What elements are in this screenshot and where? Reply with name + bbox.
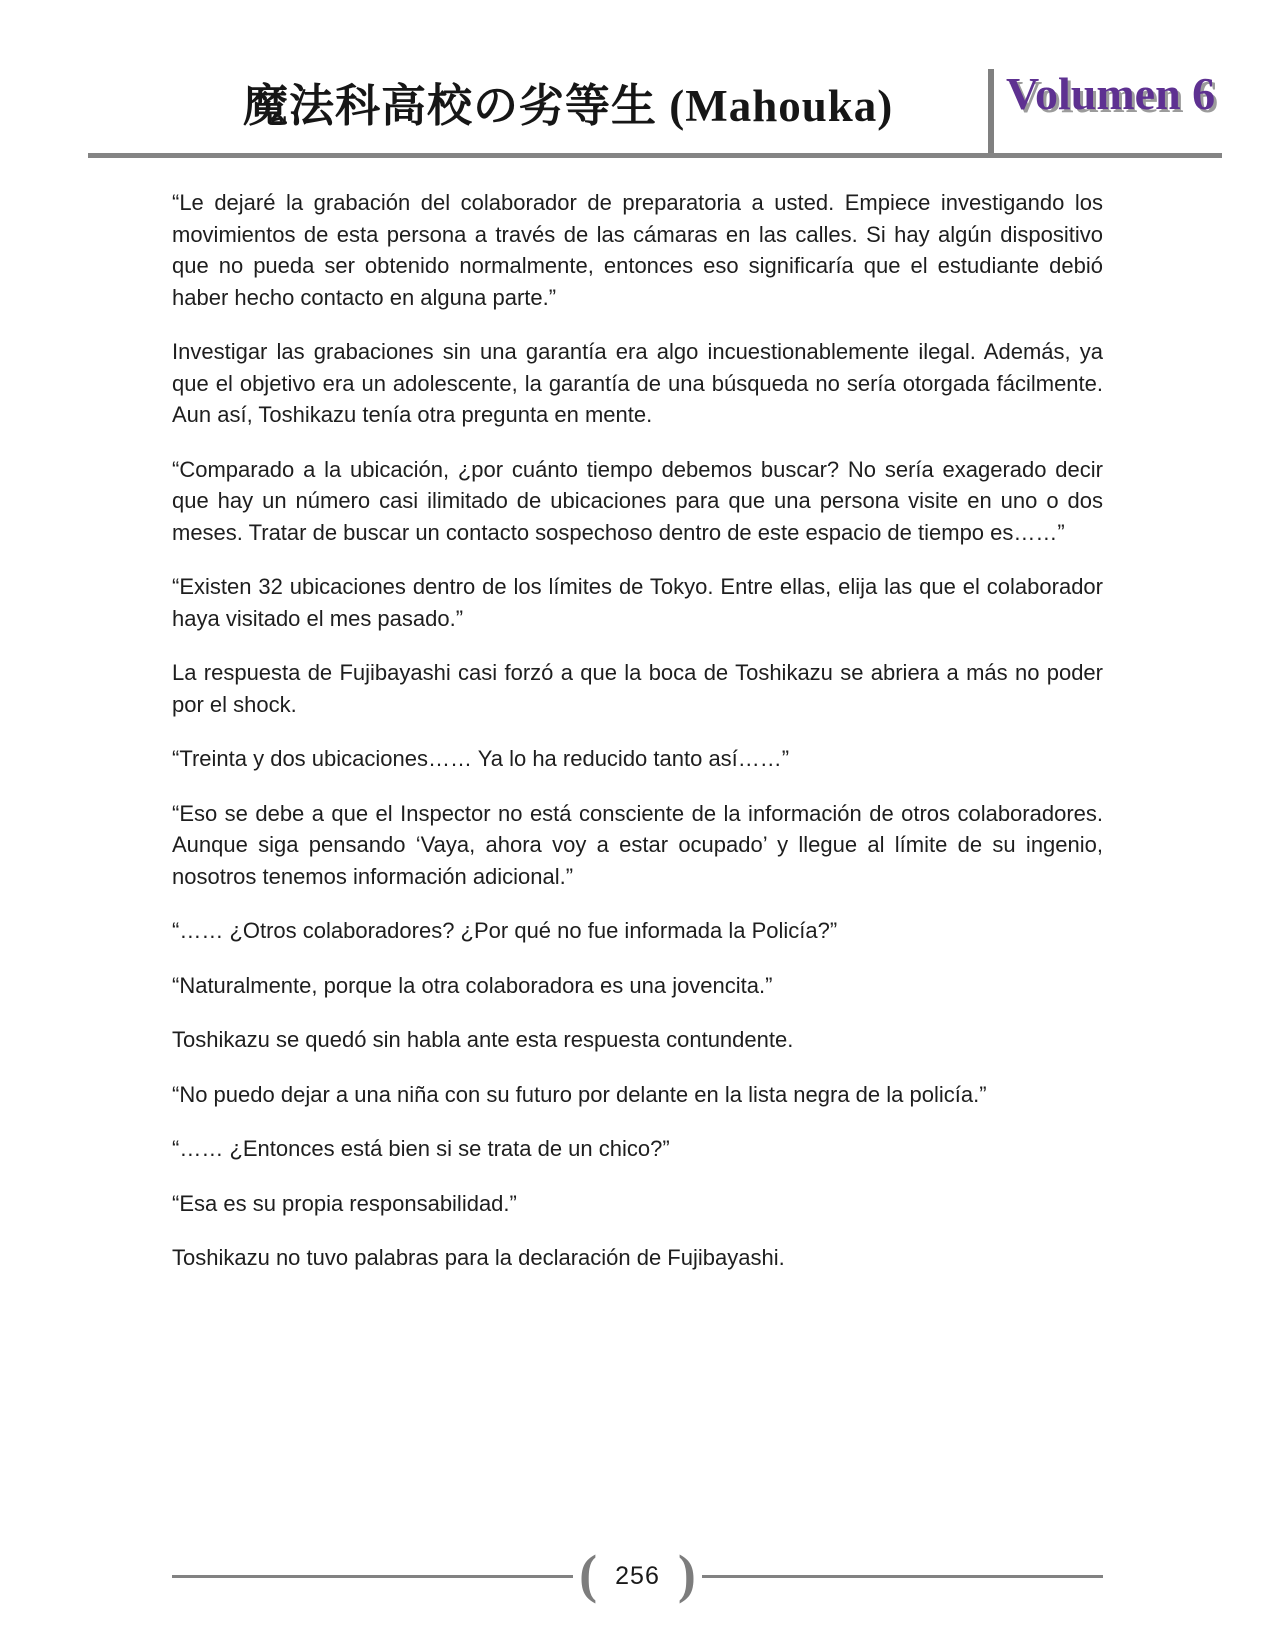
paragraph: Toshikazu no tuvo palabras para la declaración de Fujibayashi. [172,1245,785,1270]
volume-badge [988,69,1215,153]
page-number-bracket-right-icon: ) [677,1544,696,1604]
paragraph: “…… ¿Entonces está bien si se trata de un chico?” [172,1136,670,1161]
page-footer [172,1545,1103,1607]
paragraph: “Existen 32 ubicaciones dentro de los límites de Tokyo. Entre ellas, elija las que el colaborador haya visitado el mes pasado.” [172,574,1103,631]
page-title: 魔法科高校の劣等生 (Mahouka) [243,81,894,131]
volume-label: Volumen 6 [1006,68,1216,119]
volume-badge-bar [988,69,994,153]
paragraph: “Eso se debe a que el Inspector no está consciente de la información de otros colaboradores. Aunque siga pensando ‘Vaya, ahora voy a estar ocupado’ y llegue al límite de su ingenio, nosotros tenemos información adicional.” [172,800,1103,889]
paragraph: “…… ¿Otros colaboradores? ¿Por qué no fue informada la Policía?” [172,918,838,943]
paragraph: La respuesta de Fujibayashi casi forzó a que la boca de Toshikazu se abriera a más no poder por el shock. [172,660,1103,717]
page-number: 256 [615,1561,660,1590]
paragraph: “No puedo dejar a una niña con su futuro por delante en la lista negra de la policía.” [172,1081,987,1107]
page-number-bracket-left-icon: ( [579,1544,598,1604]
header-divider [88,153,1222,158]
paragraph: “Comparado a la ubicación, ¿por cuánto tiempo debemos buscar? No sería exagerado decir que hay un número casi ilimitado de ubicaciones para que una persona visite en uno o dos meses. Tratar de buscar un contacto sospechoso dentro de este espacio de tiempo es……” [172,456,1103,545]
paragraph: “Esa es su propia responsabilidad.” [172,1190,517,1216]
paragraph: “Le dejaré la grabación del colaborador de preparatoria a usted. Empiece investigando los movimientos de esta persona a través de las cámaras en las calles. Si hay algún dispositivo que no pueda ser obtenido normalmente, entonces eso significaría que el estudiante debió haber hecho contacto en alguna parte.” [172,190,1103,310]
paragraph: Toshikazu se quedó sin habla ante esta respuesta contundente. [172,1027,794,1052]
paragraph: “Naturalmente, porque la otra colaboradora es una jovencita.” [172,972,773,998]
footer-line-right [702,1575,1103,1578]
paragraph: “Treinta y dos ubicaciones…… Ya lo ha reducido tanto así……” [172,746,790,771]
footer-line-left [172,1575,573,1578]
body-paragraphs [172,187,1103,1297]
paragraph: Investigar las grabaciones sin una garantía era algo incuestionablemente ilegal. Además, ya que el objetivo era un adolescente, la garantía de una búsqueda no sería otorgada fácilmente. Aun así, Toshikazu tenía otra pregunta en mente. [172,339,1103,427]
